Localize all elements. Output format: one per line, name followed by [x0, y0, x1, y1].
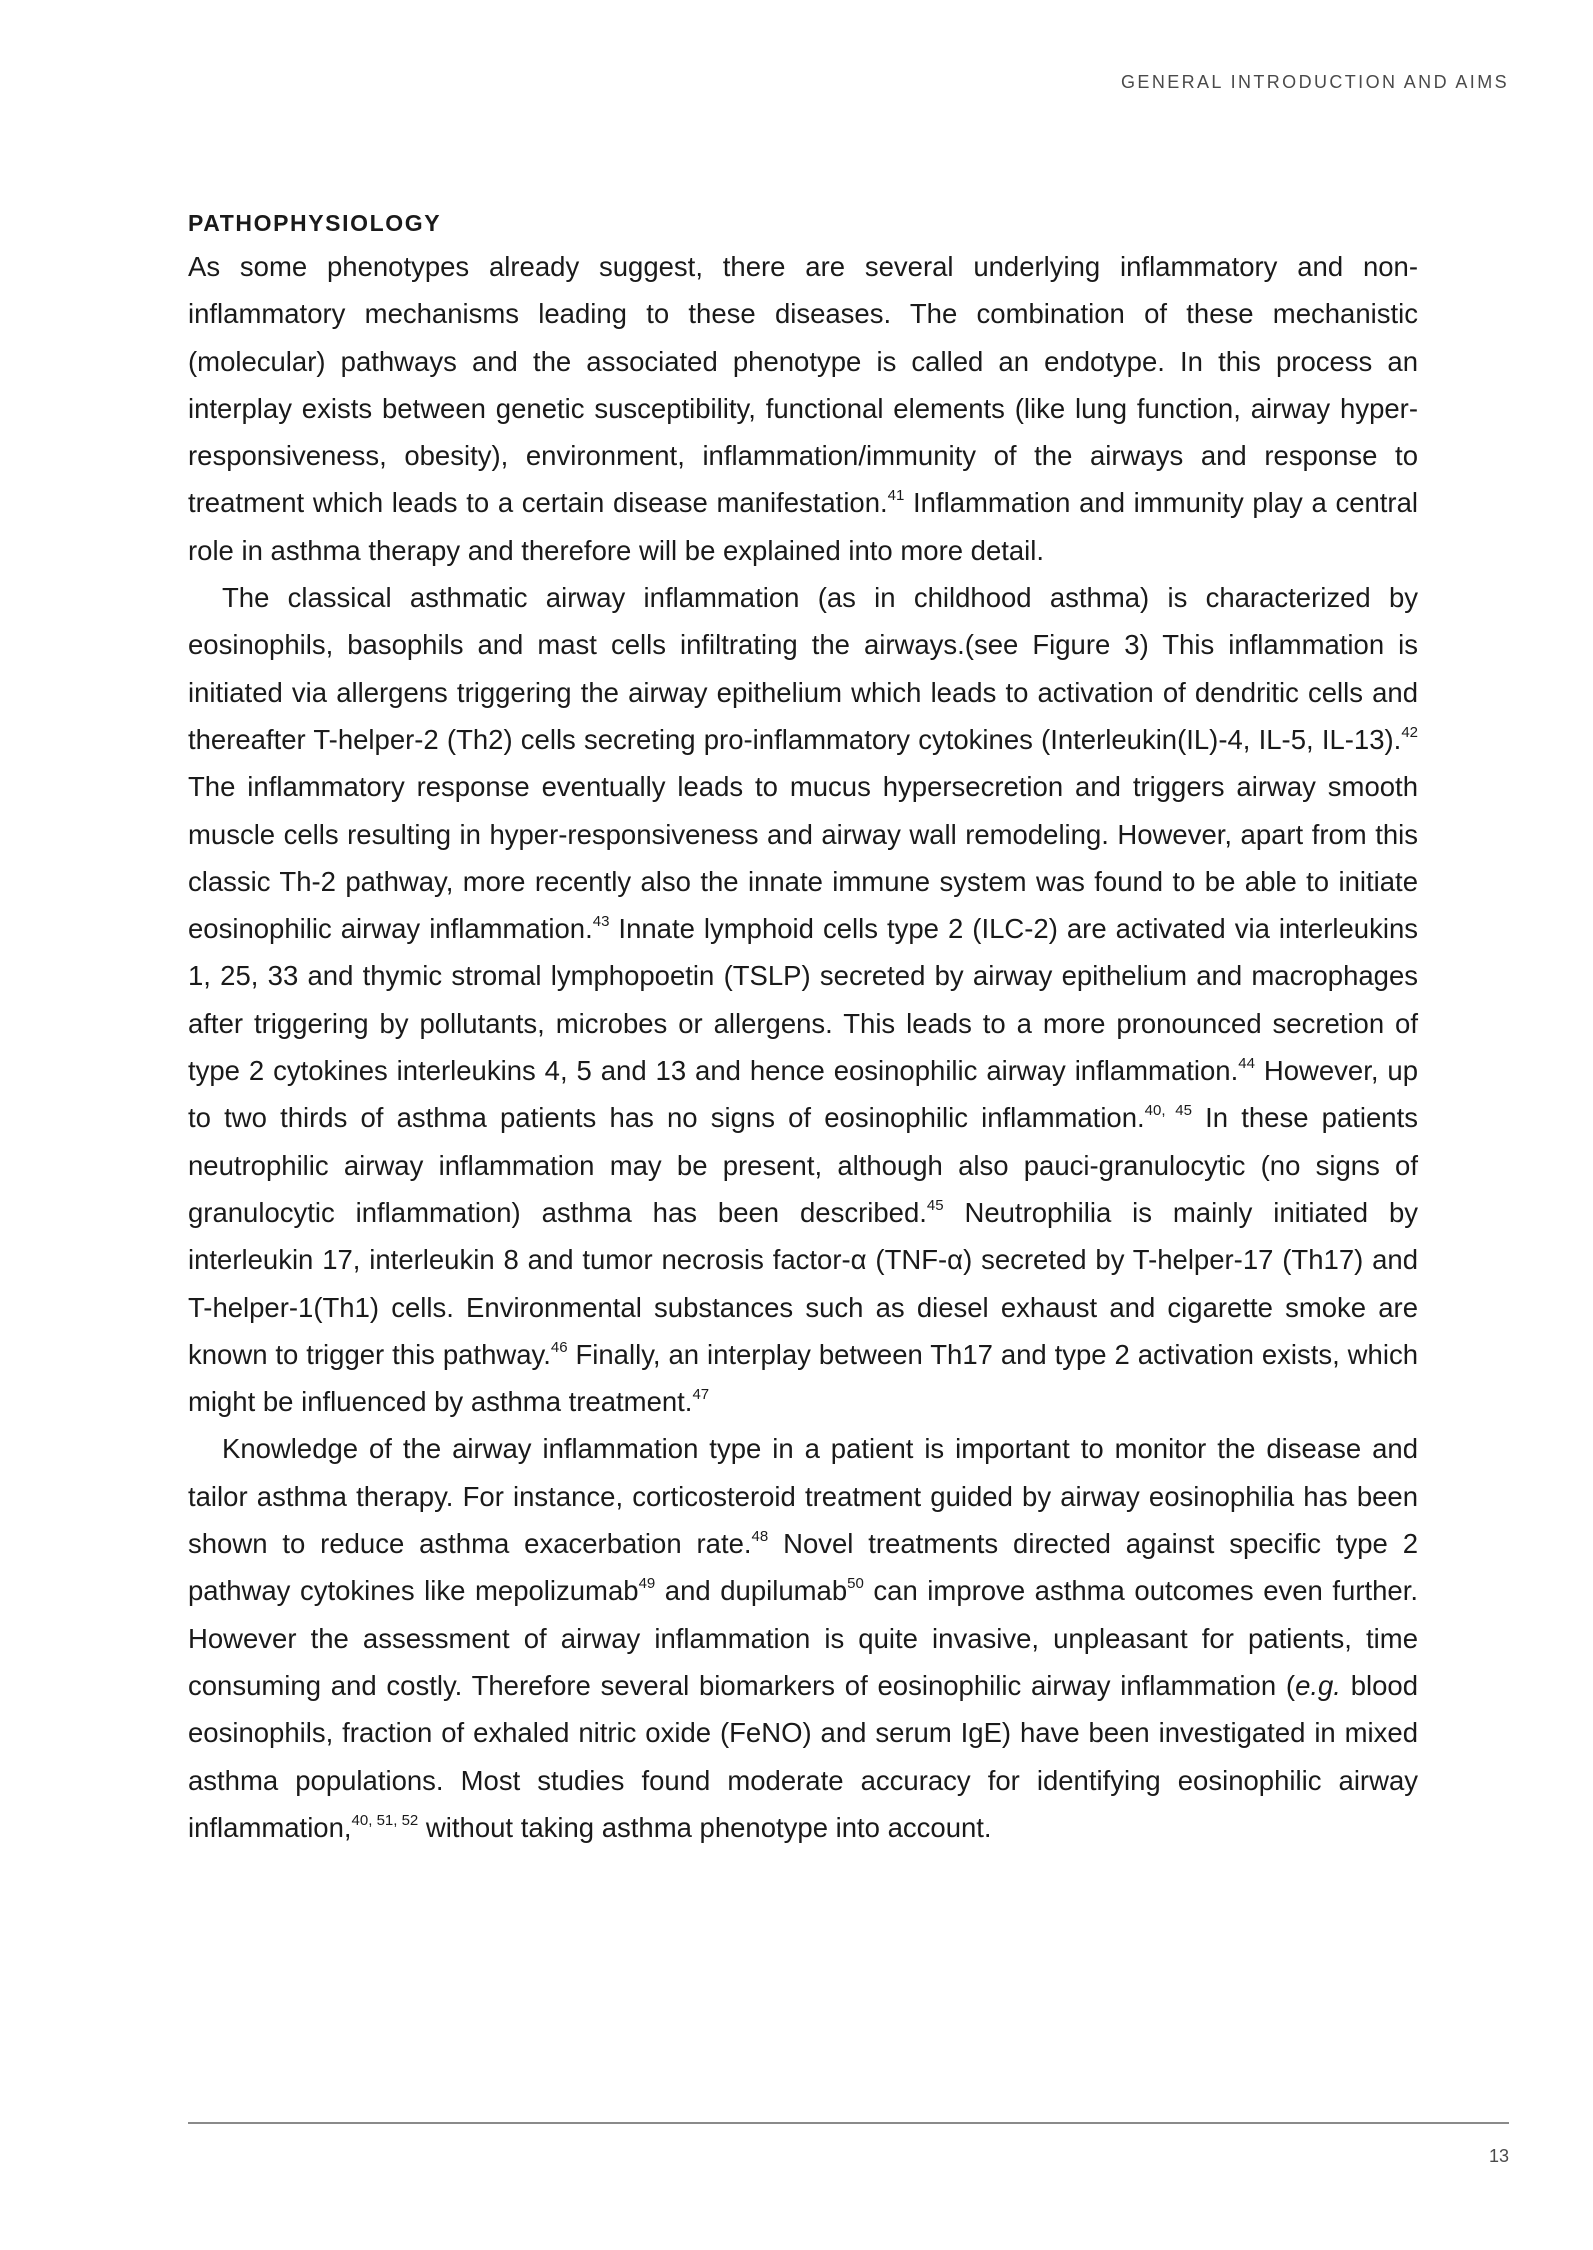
paragraph-text: Innate lymphoid cells type 2 (ILC-2) are activated via interleukins 1, 25, 33 and thymic stromal lymphopoetin (TSLP) secreted by airway epithelium and macrophages after triggering by pollutants, microbes or allergens. This leads to a more pronounced secretion of type 2 cytokines interleukins 4, 5 and 13 and hence eosinophilic airway inflammation. — [188, 913, 1418, 1087]
paragraph-text: blood eosinophils, fraction of exhaled nitric oxide (FeNO) and serum IgE) have been investigated in mixed asthma populations. Most studies found moderate accuracy for identifying eosinophilic airway inflammation, — [188, 1669, 1418, 1843]
paragraph-text: However, up to two thirds of asthma patients has no signs of eosinophilic inflammation. — [188, 1055, 1418, 1134]
emphasis-text: e.g. — [1295, 1669, 1341, 1701]
main-content — [188, 210, 1418, 1851]
paragraph-1 — [188, 243, 1418, 574]
paragraph-text: without taking asthma phenotype into account. — [418, 1811, 992, 1843]
paragraph-text: Novel treatments directed against specific type 2 pathway cytokines like mepolizumab — [188, 1528, 1418, 1607]
citation-ref: 49 — [638, 1575, 656, 1593]
citation-ref: 46 — [550, 1338, 568, 1356]
paragraph-text: As some phenotypes already suggest, there are several underlying inflammatory and non-inflammatory mechanisms leading to these diseases. The combination of these mechanistic (molecular) pathways and the associated phenotype is called an endotype. In this process an interplay exists between genetic susceptibility, functional elements (like lung function, airway hyper-responsiveness, obesity), environment, inflammation/immunity of the airways and response to treatment which leads to a certain disease manifestation. — [188, 251, 1418, 519]
paragraph-text: Finally, an interplay between Th17 and type 2 activation exists, which might be influenced by asthma treatment. — [188, 1338, 1418, 1418]
citation-ref: 45 — [926, 1196, 944, 1214]
paragraph-text: and dupilumab — [655, 1575, 848, 1607]
paragraph-text: Knowledge of the airway inflammation type in a patient is important to monitor the disease and tailor asthma therapy. For instance, corticosteroid treatment guided by airway eosinophilia has been shown to reduce asthma exacerbation rate. — [188, 1433, 1418, 1560]
paragraph-text: In these patients neutrophilic airway inflammation may be present, although also pauci-granulocytic (no signs of granulocytic inflammation) asthma has been described. — [188, 1102, 1418, 1228]
citation-ref: 50 — [847, 1575, 864, 1593]
paragraph-text: Inflammation and immunity play a central role in asthma therapy and therefore will be explained into more detail. — [188, 487, 1418, 566]
citation-ref: 43 — [592, 913, 610, 930]
citation-ref: 40, 45 — [1144, 1102, 1192, 1120]
citation-ref: 41 — [887, 487, 905, 505]
citation-ref: 42 — [1401, 723, 1418, 741]
paragraph-text: Neutrophilia is mainly initiated by interleukin 17, interleukin 8 and tumor necrosis factor-α (TNF-α) secreted by T-helper-17 (Th17) and T-helper-1(Th1) cells. Environmental substances such as diesel exhaust and cigarette smoke are known to trigger this pathway. — [188, 1196, 1418, 1370]
paragraph-text: The classical asthmatic airway inflammation (as in childhood asthma) is characterized by eosinophils, basophils and mast cells infiltrating the airways.(see Figure 3) This inflammation is initiated via allergens triggering the airway epithelium which leads to activation of dendritic cells and thereafter T-helper-2 (Th2) cells secreting pro-inflammatory cytokines (Interleukin(IL)-4, IL-5, IL-13). — [188, 582, 1418, 755]
citation-ref: 48 — [751, 1527, 769, 1545]
citation-ref: 47 — [692, 1385, 710, 1403]
paragraph-text: The inflammatory response eventually leads to mucus hypersecretion and triggers airway smooth muscle cells resulting in hyper-responsiveness and airway wall remodeling. However, apart from this classic Th-2 pathway, more recently also the innate immune system was found to be able to initiate eosinophilic airway inflammation. — [188, 771, 1418, 945]
paragraph-2 — [188, 574, 1418, 1425]
paragraph-3 — [188, 1425, 1418, 1851]
citation-ref: 44 — [1238, 1054, 1255, 1072]
page-number: 13 — [1488, 2146, 1509, 2166]
citation-ref: 40, 51, 52 — [351, 1811, 419, 1829]
section-title: PATHOPHYSIOLOGY — [188, 210, 442, 236]
paragraph-text: can improve asthma outcomes even further. However the assessment of airway inflammation is quite invasive, unpleasant for patients, time consuming and costly. Therefore several biomarkers of eosinophilic airway inflammation ( — [188, 1575, 1418, 1701]
running-header: GENERAL INTRODUCTION AND AIMS — [1121, 72, 1509, 92]
footer-divider — [188, 2122, 1509, 2124]
